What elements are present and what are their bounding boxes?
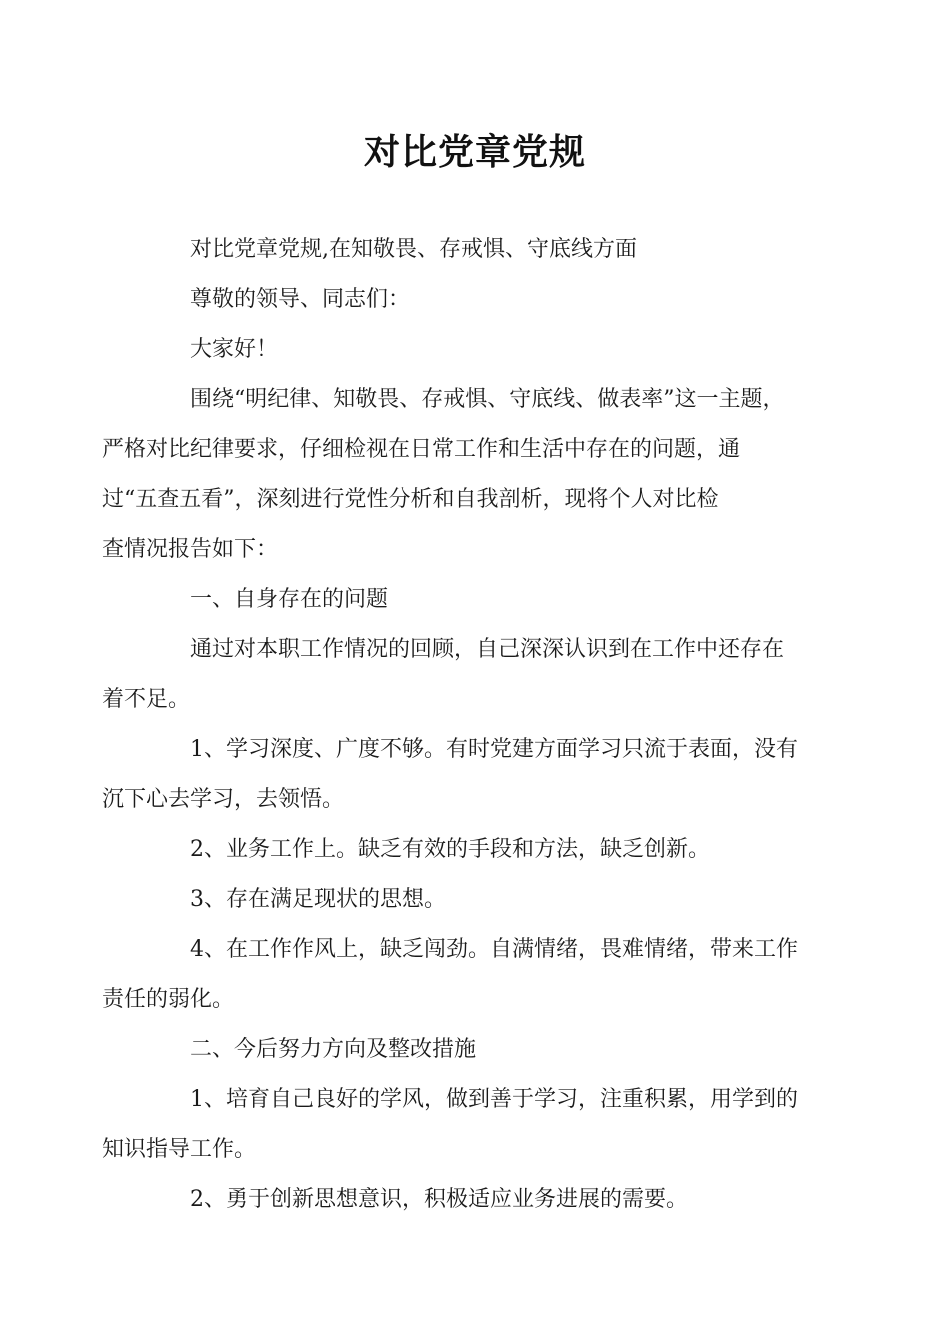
text-line: 着不足。 — [102, 687, 191, 712]
text-line: 通过对本职工作情况的回顾，自己深深认识到在工作中还存在 — [190, 637, 785, 662]
document-body — [102, 225, 826, 1225]
text-line: 严格对比纪律要求，仔细检视在日常工作和生活中存在的问题，通 — [102, 437, 741, 462]
list-item-2 — [146, 825, 826, 875]
text-line: 2、勇于创新思想意识，积极适应业务进展的需要。 — [190, 1187, 688, 1212]
section-heading-2 — [146, 1025, 826, 1075]
text-line: 2、业务工作上。缺乏有效的手段和方法，缺乏创新。 — [190, 837, 710, 862]
list-item-1 — [102, 725, 826, 825]
paragraph-greeting — [146, 325, 826, 375]
list-item-4 — [102, 925, 826, 1025]
document-title: 对比党章党规 — [363, 132, 586, 173]
text-line: 过“五查五看”，深刻进行党性分析和自我剖析，现将个人对比检 — [102, 487, 719, 512]
list-item-3 — [146, 875, 826, 925]
text-line: 二、今后努力方向及整改措施 — [190, 1037, 477, 1062]
text-line: 大家好！ — [190, 337, 279, 362]
text-line: 知识指导工作。 — [102, 1137, 257, 1162]
text-line: 责任的弱化。 — [102, 987, 235, 1012]
text-line: 一、自身存在的问题 — [190, 587, 389, 612]
text-line: 沉下心去学习，去领悟。 — [102, 787, 345, 812]
paragraph-review — [102, 625, 826, 725]
text-line: 查情况报告如下： — [102, 537, 279, 562]
text-line: 尊敬的领导、同志们： — [190, 287, 411, 312]
text-line: 对比党章党规,在知敬畏、存戒惧、守底线方面 — [190, 237, 637, 262]
text-line: 围绕“明纪律、知敬畏、存戒惧、守底线、做表率”这一主题， — [190, 387, 785, 412]
section-heading-1 — [146, 575, 826, 625]
text-line: 1、培育自己良好的学风，做到善于学习，注重积累，用学到的 — [190, 1087, 798, 1112]
text-line: 3、存在满足现状的思想。 — [190, 887, 446, 912]
text-line: 1、学习深度、广度不够。有时党建方面学习只流于表面，没有 — [190, 737, 798, 762]
measure-item-1 — [102, 1075, 826, 1175]
paragraph-salutation — [146, 275, 826, 325]
measure-item-2 — [146, 1175, 826, 1225]
paragraph-intro — [102, 375, 826, 575]
text-line: 4、在工作作风上，缺乏闯劲。自满情绪，畏难情绪，带来工作 — [190, 937, 798, 962]
paragraph-subtitle — [146, 225, 826, 275]
